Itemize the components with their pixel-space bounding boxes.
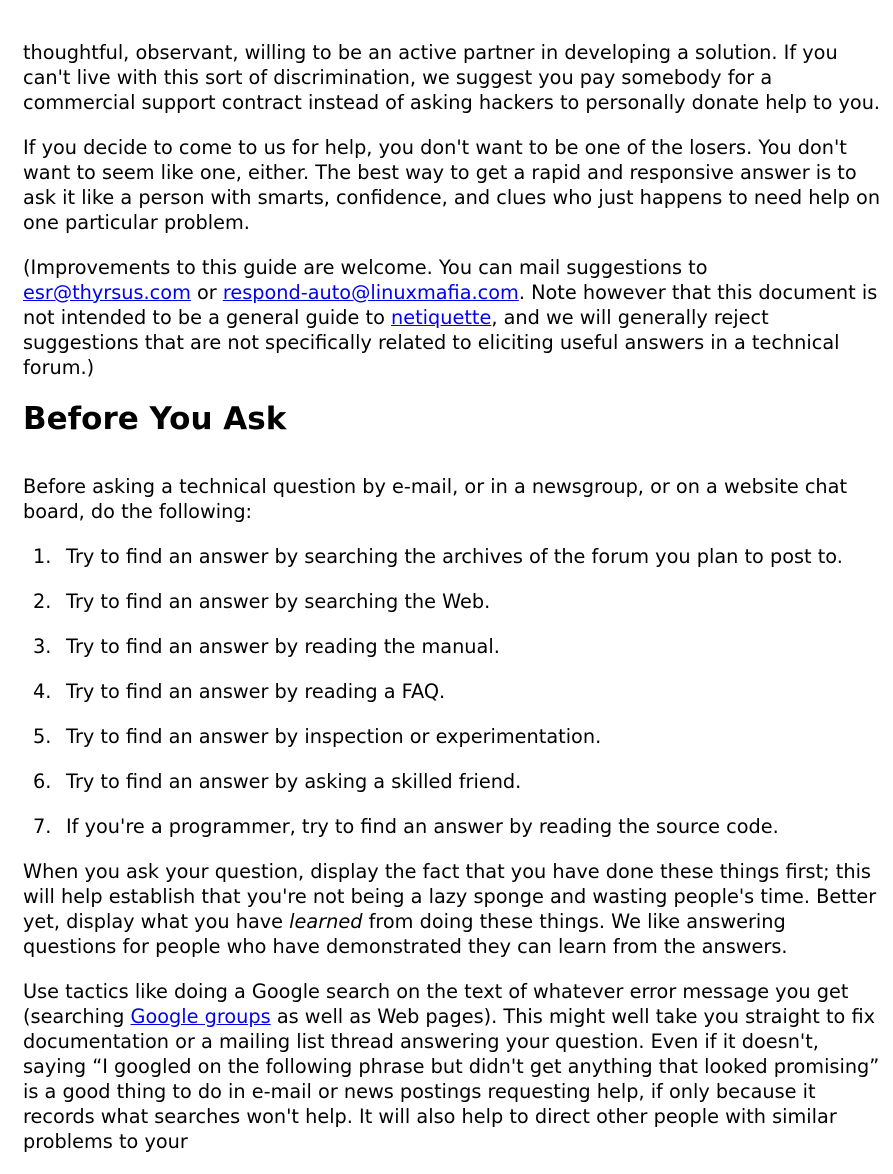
list-item-text: Try to find an answer by reading the manual. — [66, 635, 500, 658]
after-list-paragraph — [23, 859, 881, 959]
tactics-text-2: as well as Web pages). This might well take you straight to fix documentation or a mailing list thread answering your question. Even if it doesn't, saying “I googled on the following phrase but didn't get anything that looked promising” is a good thing to do in e-mail or news postings requesting help, if only because it records what searches won't help. It will also help to direct other people with similar problems to your — [23, 1005, 880, 1153]
list-item — [23, 634, 881, 659]
list-item-text: Try to find an answer by searching the archives of the forum you plan to post to. — [66, 545, 843, 568]
document-body — [23, 40, 881, 1174]
improvements-paragraph — [23, 255, 881, 380]
list-item-number: 6. — [33, 770, 52, 793]
list-item-number: 3. — [33, 635, 52, 658]
netiquette-link[interactable]: netiquette — [391, 306, 492, 329]
improvements-text-2: or — [190, 281, 223, 304]
intro-paragraph-2: If you decide to come to us for help, you don't want to be one of the losers. You don't want to seem like one, either. The best way to get a rapid and responsive answer is to ask it like a person with smarts, confidence, and clues who just happens to need help on one particular problem. — [23, 136, 881, 234]
list-item-text: If you're a programmer, try to find an answer by reading the source code. — [66, 815, 779, 838]
list-item-text: Try to find an answer by searching the Web. — [66, 590, 491, 613]
tactics-text-1: Use tactics like doing a Google search on the text of whatever error message you get (searching — [23, 980, 849, 1028]
google-groups-link[interactable]: Google groups — [130, 1005, 271, 1028]
tactics-paragraph — [23, 979, 881, 1154]
list-item — [23, 679, 881, 704]
intro-paragraph-1: thoughtful, observant, willing to be an active partner in developing a solution. If you can't live with this sort of discrimination, we suggest you pay somebody for a commercial support contract instead of asking hackers to personally donate help to you. — [23, 41, 881, 114]
improvements-text-4: , and we will generally reject suggestions that are not specifically related to eliciting useful answers in a technical forum.) — [23, 306, 840, 379]
list-item — [23, 544, 881, 569]
respond-auto-email-link[interactable]: respond-auto@linuxmafia.com — [222, 281, 519, 304]
esr-email-link[interactable]: esr@thyrsus.com — [23, 281, 191, 304]
list-item-number: 1. — [33, 545, 52, 568]
list-item — [23, 589, 881, 614]
list-item-text: Try to find an answer by asking a skilled friend. — [66, 770, 522, 793]
list-item-number: 7. — [33, 815, 52, 838]
steps-list — [23, 544, 881, 839]
after-list-text-2: from doing these things. We like answering questions for people who have demonstrated they can learn from the answers. — [23, 910, 788, 958]
list-item-number: 5. — [33, 725, 52, 748]
list-item — [23, 724, 881, 749]
list-item-text: Try to find an answer by inspection or experimentation. — [66, 725, 602, 748]
after-list-text-1: When you ask your question, display the fact that you have done these things first; this will help establish that you're not being a lazy sponge and wasting people's time. Better yet, display what you have — [23, 860, 877, 933]
list-item — [23, 814, 881, 839]
section-heading: Before You Ask — [23, 401, 287, 437]
improvements-text-1: (Improvements to this guide are welcome. You can mail suggestions to — [23, 256, 708, 279]
improvements-text-3: . Note however that this document is not intended to be a general guide to — [23, 281, 878, 329]
list-item-text: Try to find an answer by reading a FAQ. — [66, 680, 446, 703]
section-lead-paragraph: Before asking a technical question by e-mail, or in a newsgroup, or on a website chat board, do the following: — [23, 475, 848, 523]
list-item — [23, 769, 881, 794]
learned-emphasis: learned — [289, 910, 363, 933]
list-item-number: 2. — [33, 590, 52, 613]
list-item-number: 4. — [33, 680, 52, 703]
